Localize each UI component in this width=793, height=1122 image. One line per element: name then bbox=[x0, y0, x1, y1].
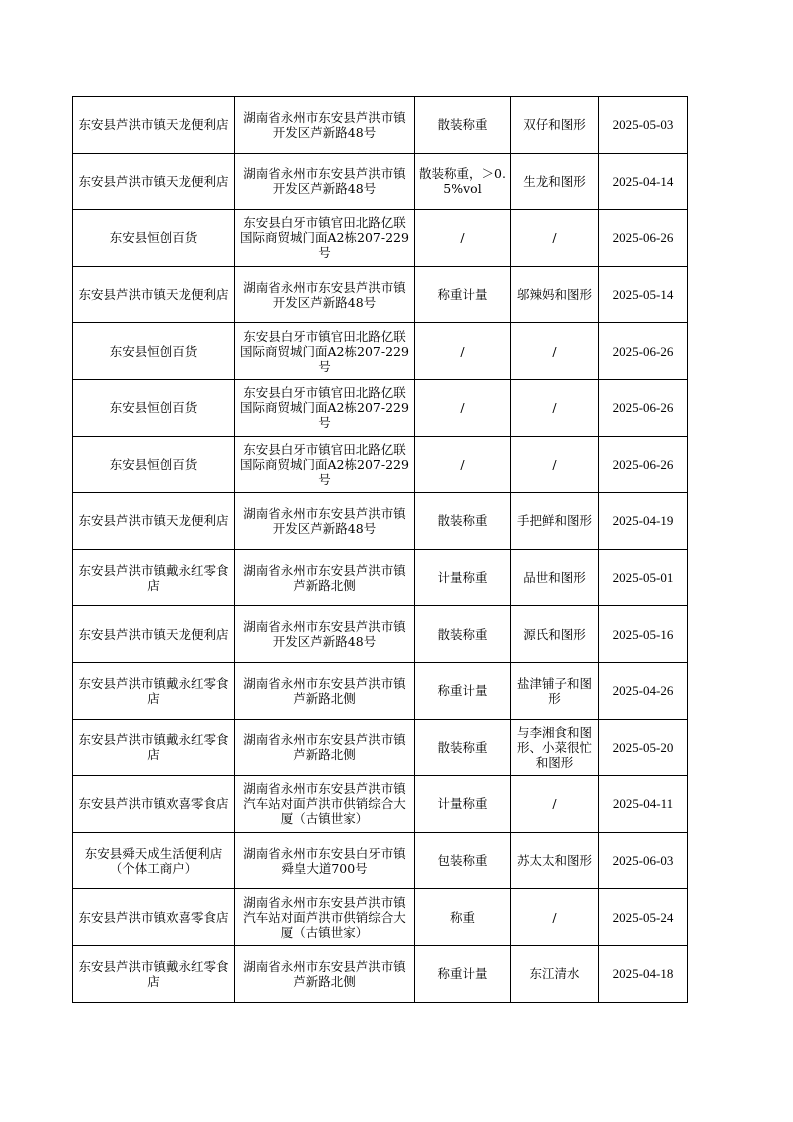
brand-cell: 品世和图形 bbox=[511, 549, 599, 606]
table-row bbox=[73, 266, 688, 323]
date-cell: 2025-05-01 bbox=[599, 549, 688, 606]
brand-cell: 邬辣妈和图形 bbox=[511, 266, 599, 323]
brand-cell: / bbox=[511, 776, 599, 833]
store-name-cell: 东安县芦洪市镇天龙便利店 bbox=[73, 266, 235, 323]
address-cell: 湖南省永州市东安县白牙市镇舜皇大道700号 bbox=[235, 832, 415, 889]
method-cell: 包装称重 bbox=[415, 832, 511, 889]
table-row bbox=[73, 832, 688, 889]
brand-cell: 手把鲜和图形 bbox=[511, 493, 599, 550]
table-row bbox=[73, 776, 688, 833]
method-cell: / bbox=[415, 210, 511, 267]
address-cell: 东安县白牙市镇官田北路亿联国际商贸城门面A2栋207-229号 bbox=[235, 436, 415, 493]
address-cell: 湖南省永州市东安县芦洪市镇汽车站对面芦洪市供销综合大厦（古镇世家） bbox=[235, 889, 415, 946]
store-name-cell: 东安县恒创百货 bbox=[73, 210, 235, 267]
method-cell: / bbox=[415, 379, 511, 436]
brand-cell: 与李湘食和图形、小菜很忙和图形 bbox=[511, 719, 599, 776]
brand-cell: 双仔和图形 bbox=[511, 97, 599, 154]
table-row bbox=[73, 97, 688, 154]
date-cell: 2025-05-03 bbox=[599, 97, 688, 154]
store-name-cell: 东安县芦洪市镇戴永红零食店 bbox=[73, 945, 235, 1002]
method-cell: 散装称重，＞0.5%vol bbox=[415, 153, 511, 210]
address-cell: 湖南省永州市东安县芦洪市镇芦新路北侧 bbox=[235, 945, 415, 1002]
records-table bbox=[72, 96, 688, 1003]
date-cell: 2025-06-26 bbox=[599, 323, 688, 380]
table-row bbox=[73, 436, 688, 493]
table-row bbox=[73, 719, 688, 776]
store-name-cell: 东安县芦洪市镇天龙便利店 bbox=[73, 153, 235, 210]
store-name-cell: 东安县舜天成生活便利店（个体工商户） bbox=[73, 832, 235, 889]
date-cell: 2025-05-16 bbox=[599, 606, 688, 663]
brand-cell: / bbox=[511, 210, 599, 267]
method-cell: 称重计量 bbox=[415, 945, 511, 1002]
brand-cell: 苏太太和图形 bbox=[511, 832, 599, 889]
date-cell: 2025-06-26 bbox=[599, 436, 688, 493]
method-cell: 称重计量 bbox=[415, 662, 511, 719]
store-name-cell: 东安县恒创百货 bbox=[73, 379, 235, 436]
address-cell: 湖南省永州市东安县芦洪市镇开发区芦新路48号 bbox=[235, 97, 415, 154]
brand-cell: / bbox=[511, 889, 599, 946]
table-row bbox=[73, 379, 688, 436]
table-row bbox=[73, 549, 688, 606]
address-cell: 湖南省永州市东安县芦洪市镇开发区芦新路48号 bbox=[235, 153, 415, 210]
date-cell: 2025-06-03 bbox=[599, 832, 688, 889]
method-cell: 计量称重 bbox=[415, 549, 511, 606]
brand-cell: / bbox=[511, 436, 599, 493]
method-cell: 称重 bbox=[415, 889, 511, 946]
address-cell: 湖南省永州市东安县芦洪市镇芦新路北侧 bbox=[235, 549, 415, 606]
address-cell: 湖南省永州市东安县芦洪市镇开发区芦新路48号 bbox=[235, 493, 415, 550]
date-cell: 2025-04-14 bbox=[599, 153, 688, 210]
date-cell: 2025-05-14 bbox=[599, 266, 688, 323]
store-name-cell: 东安县芦洪市镇戴永红零食店 bbox=[73, 719, 235, 776]
date-cell: 2025-05-24 bbox=[599, 889, 688, 946]
table-row bbox=[73, 662, 688, 719]
table-row bbox=[73, 323, 688, 380]
table-row bbox=[73, 493, 688, 550]
address-cell: 东安县白牙市镇官田北路亿联国际商贸城门面A2栋207-229号 bbox=[235, 323, 415, 380]
date-cell: 2025-04-26 bbox=[599, 662, 688, 719]
store-name-cell: 东安县芦洪市镇天龙便利店 bbox=[73, 97, 235, 154]
address-cell: 东安县白牙市镇官田北路亿联国际商贸城门面A2栋207-229号 bbox=[235, 210, 415, 267]
method-cell: 散装称重 bbox=[415, 606, 511, 663]
address-cell: 湖南省永州市东安县芦洪市镇汽车站对面芦洪市供销综合大厦（古镇世家） bbox=[235, 776, 415, 833]
table-row bbox=[73, 153, 688, 210]
table-row bbox=[73, 606, 688, 663]
brand-cell: / bbox=[511, 323, 599, 380]
address-cell: 东安县白牙市镇官田北路亿联国际商贸城门面A2栋207-229号 bbox=[235, 379, 415, 436]
method-cell: 散装称重 bbox=[415, 719, 511, 776]
method-cell: / bbox=[415, 323, 511, 380]
brand-cell: / bbox=[511, 379, 599, 436]
address-cell: 湖南省永州市东安县芦洪市镇开发区芦新路48号 bbox=[235, 606, 415, 663]
date-cell: 2025-06-26 bbox=[599, 210, 688, 267]
brand-cell: 盐津铺子和图形 bbox=[511, 662, 599, 719]
address-cell: 湖南省永州市东安县芦洪市镇开发区芦新路48号 bbox=[235, 266, 415, 323]
table-row bbox=[73, 945, 688, 1002]
method-cell: 称重计量 bbox=[415, 266, 511, 323]
store-name-cell: 东安县芦洪市镇天龙便利店 bbox=[73, 606, 235, 663]
brand-cell: 生龙和图形 bbox=[511, 153, 599, 210]
date-cell: 2025-04-11 bbox=[599, 776, 688, 833]
date-cell: 2025-05-20 bbox=[599, 719, 688, 776]
address-cell: 湖南省永州市东安县芦洪市镇芦新路北侧 bbox=[235, 662, 415, 719]
method-cell: 散装称重 bbox=[415, 97, 511, 154]
table-row bbox=[73, 210, 688, 267]
brand-cell: 源氏和图形 bbox=[511, 606, 599, 663]
method-cell: / bbox=[415, 436, 511, 493]
store-name-cell: 东安县恒创百货 bbox=[73, 436, 235, 493]
date-cell: 2025-06-26 bbox=[599, 379, 688, 436]
brand-cell: 东江清水 bbox=[511, 945, 599, 1002]
store-name-cell: 东安县芦洪市镇戴永红零食店 bbox=[73, 549, 235, 606]
date-cell: 2025-04-19 bbox=[599, 493, 688, 550]
store-name-cell: 东安县芦洪市镇欢喜零食店 bbox=[73, 776, 235, 833]
method-cell: 散装称重 bbox=[415, 493, 511, 550]
store-name-cell: 东安县芦洪市镇戴永红零食店 bbox=[73, 662, 235, 719]
address-cell: 湖南省永州市东安县芦洪市镇芦新路北侧 bbox=[235, 719, 415, 776]
store-name-cell: 东安县芦洪市镇天龙便利店 bbox=[73, 493, 235, 550]
method-cell: 计量称重 bbox=[415, 776, 511, 833]
store-name-cell: 东安县芦洪市镇欢喜零食店 bbox=[73, 889, 235, 946]
store-name-cell: 东安县恒创百货 bbox=[73, 323, 235, 380]
date-cell: 2025-04-18 bbox=[599, 945, 688, 1002]
table-row bbox=[73, 889, 688, 946]
